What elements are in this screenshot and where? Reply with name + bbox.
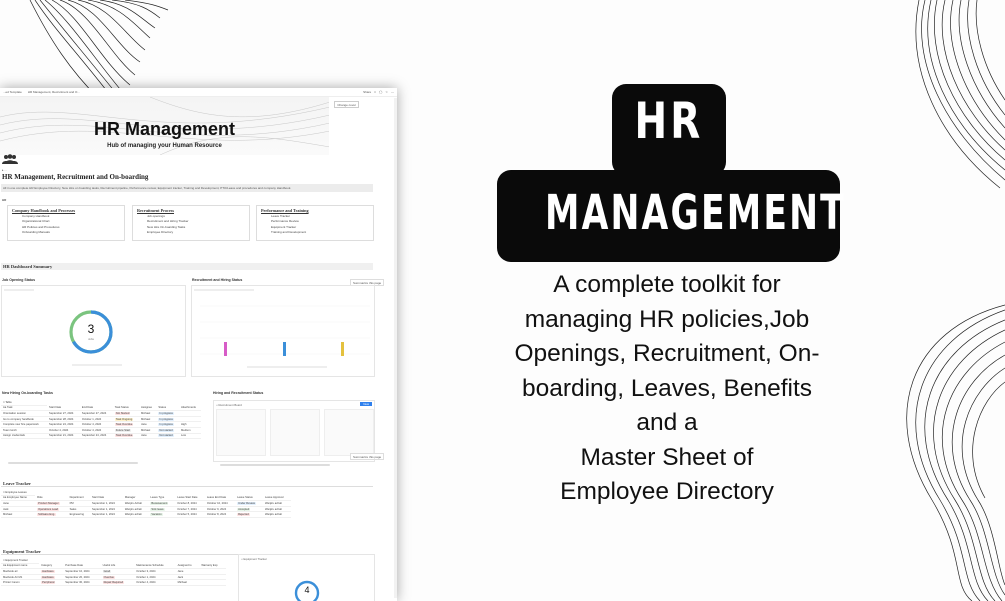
table-row: Assign credentials September 21, 2024 September 24, 2024 Task Overdue Jane Not started Low xyxy=(1,433,201,439)
leave-heading: Leave Tracker xyxy=(1,480,373,487)
recruit-status-chart xyxy=(191,285,375,377)
bar-blue xyxy=(283,342,286,356)
link-item[interactable]: Leave Tracker xyxy=(271,214,291,219)
link-item[interactable]: HR Policies and Procedures xyxy=(22,224,60,229)
breadcrumb[interactable]: HR Management, Recruitment and O... xyxy=(27,90,80,94)
link-item[interactable]: Equipment Tracker xyxy=(271,224,297,229)
page-title: HR Management, Recruitment and On-boarding xyxy=(2,173,149,181)
onboard-table: □ Table Aa Task Start Date End Date Task Status Assignee Status Attachments Orientation session September 27, 2024 September 27, 2024 Not Started Michael In progress Go to company handbook September 28, 2024 October 1, 2024 Task Ongoing Michael In progress Complete new hire paperwork September 24, 2024 October 4, 2024 Task Overdue Jane In progress High Team lunch October 4, 2024 October 4, 2024 Future Start Michael Not started Medium Assign credentials September 21, 2024 September 24, 2024 Task Overdue Jane Not started Low xyxy=(1,400,201,439)
board-column xyxy=(270,409,320,456)
page-backlinks[interactable]: ▸ ... xyxy=(2,168,7,172)
link-item[interactable]: Job openings xyxy=(147,214,165,219)
page-cover xyxy=(0,97,329,155)
vertical-scrollbar[interactable] xyxy=(394,98,397,598)
hiring-board: □ Recruitment Board New xyxy=(213,400,375,462)
equipment-donut-value: 4 xyxy=(304,585,310,595)
horizontal-scrollbar[interactable] xyxy=(220,464,330,466)
equipment-table: □ Equipment Tracker Aa Equipment name Category Purchase Date Useful Life Maintenance Schedule Assigned to Warranty Exp Macbook air Hardware September 10, 2024 Good October 3, 2024 Jane Macbook Air M1 Hardware September 20, 2024 Overdue October 1, 2024 Jack Printer Canon Peripheral September 30, 2024 Repair Required October 4, 2024 Michael xyxy=(1,558,226,586)
table-row: Printer Canon Peripheral September 30, 2024 Repair Required October 4, 2024 Michael xyxy=(1,580,226,586)
promo-line: Employee Directory xyxy=(560,478,774,505)
table-row: Macbook Air M1 Hardware September 20, 2024 Overdue October 1, 2024 Jack xyxy=(1,574,226,580)
link-item[interactable]: Recruitment and Hiring Tracker xyxy=(147,219,189,224)
history-icon[interactable]: ◯ xyxy=(378,90,383,94)
table-row: Orientation session September 27, 2024 September 27, 2024 Not Started Michael In progress xyxy=(1,411,201,417)
promo-description xyxy=(490,268,844,510)
app-topbar xyxy=(0,88,397,97)
promo-line: Openings, Recruitment, On- xyxy=(514,340,820,367)
promo-line: managing HR policies,Job xyxy=(524,305,810,333)
cover-title: HR Management xyxy=(93,119,236,139)
hr-label: HR xyxy=(2,198,7,202)
horizontal-scrollbar[interactable] xyxy=(8,462,138,464)
promo-line: and a xyxy=(636,409,698,436)
promo-line: Master Sheet of xyxy=(580,443,754,471)
dashboard-heading: HR Dashboard Summary xyxy=(1,263,373,270)
link-item[interactable]: New Hire On-boarding Tasks xyxy=(147,224,186,229)
more-icon[interactable]: ⋯ xyxy=(391,90,394,94)
new-button[interactable]: New xyxy=(360,402,372,406)
link-item[interactable]: Training and Development xyxy=(271,229,307,234)
table-row: Go to company handbook September 28, 2024 October 1, 2024 Task Ongoing Michael In progress xyxy=(1,416,201,422)
topbar-left-label: ...ed Template xyxy=(3,90,22,94)
column-handbook xyxy=(7,205,125,241)
table-row: Jane Product Manager PM September 1, 2024 Wanjiru Achali Bereavement October 8, 2024 October 10, 2024 Under Review Wanjiru achali xyxy=(1,501,291,507)
column-recruitment xyxy=(132,205,250,241)
wave-decoration-bottom-right xyxy=(880,300,1005,601)
leave-table: □ Employee Leaves Aa Employee Name Role Department Start Date Manager Leave Type Leave Start Date Leave End Date Leave Status Leave Approver Jane Product Manager PM September 1, 2024 Wanjiru Achali Bereavement October 8, 2024 October 10, 2024 Under Review Wanjiru achali Jack Operations Lead Sales September 1, 2024 Wanjiru achali Sick leave October 7, 2024 October 9, 2024 Accepted Wanjiru achali Michael Software Eng. Engineering September 1, 2024 Wanjiru achali Vacation October 5, 2024 October 8, 2024 Rejected Wanjiru achali xyxy=(1,490,291,518)
table-row: Macbook air Hardware September 10, 2024 Good October 3, 2024 Jane xyxy=(1,569,226,575)
link-item[interactable]: Onboarding Manuals xyxy=(22,229,50,234)
share-button[interactable]: Share xyxy=(363,90,372,94)
people-icon xyxy=(2,154,18,165)
promo-title-management: MANAGEMENT xyxy=(545,185,846,241)
comment-icon[interactable]: □ xyxy=(374,90,376,94)
onboard-heading: New Hiring On-boarding Tasks xyxy=(2,391,53,395)
column-title: Recruitment Process xyxy=(137,208,175,213)
link-item[interactable]: Employee Directory xyxy=(147,229,174,234)
change-cover-button[interactable]: Change cover xyxy=(334,101,359,108)
board-column xyxy=(216,409,266,456)
link-item[interactable]: Organizational Chart xyxy=(22,219,50,224)
app-screenshot xyxy=(0,88,397,601)
table-row: Jack Operations Lead Sales September 1, 2024 Wanjiru achali Sick leave October 7, 2024 October 9, 2024 Accepted Wanjiru achali xyxy=(1,506,291,512)
wave-decoration-top-right xyxy=(905,0,1005,190)
column-performance xyxy=(256,205,374,241)
recruit-bar-chart xyxy=(200,298,370,363)
table-row: Team lunch October 4, 2024 October 4, 2024 Future Start Michael Not started Medium xyxy=(1,427,201,433)
column-title: Company Handbook and Processes xyxy=(12,208,76,213)
link-item[interactable]: Company Handbook xyxy=(22,214,50,219)
promo-title-hr: HR xyxy=(634,92,704,150)
job-status-heading: Job Opening Status xyxy=(2,278,36,282)
board-column xyxy=(324,409,374,456)
wave-decoration-top-left xyxy=(0,0,180,100)
cover-subtitle: Hub of managing your Human Resource xyxy=(107,143,222,149)
summarize-button[interactable]: Summarize this page xyxy=(350,279,384,286)
donut-sub: Jobs xyxy=(88,337,94,341)
promo-line: boarding, Leaves, Benefits xyxy=(521,374,813,402)
bar-pink xyxy=(224,342,227,356)
equipment-heading: Equipment Tracker xyxy=(1,548,373,555)
column-title: Performance and Training xyxy=(261,208,309,213)
promo-line: A complete toolkit for xyxy=(553,271,781,298)
favorite-icon[interactable]: ☆ xyxy=(385,90,388,94)
recruit-status-heading: Recruitment and Hiring Status xyxy=(192,278,243,282)
hiring-heading: Hiring and Recruitment Status xyxy=(213,391,264,395)
table-row: Complete new hire paperwork September 24, 2024 October 4, 2024 Task Overdue Jane In progress High xyxy=(1,422,201,428)
link-item[interactable]: Performance Review xyxy=(271,219,299,224)
summarize-button-2[interactable]: Summarize this page xyxy=(350,453,384,460)
intro-callout: All in one complete HR Employee Directory, New Hire on boarding tasks, Recruitment pipeline, Performance review, Equipment tracker, Training and Development, PTO/Leave and procedures and company Handbook. xyxy=(1,184,373,192)
donut-value: 3 xyxy=(87,322,95,336)
bar-yellow xyxy=(341,342,344,356)
equipment-chart: □ Equipment Tracker 4 xyxy=(238,554,375,601)
table-row: Michael Software Eng. Engineering September 1, 2024 Wanjiru achali Vacation October 5, 2024 October 8, 2024 Rejected Wanjiru achali xyxy=(1,512,291,518)
job-status-chart xyxy=(1,285,186,377)
